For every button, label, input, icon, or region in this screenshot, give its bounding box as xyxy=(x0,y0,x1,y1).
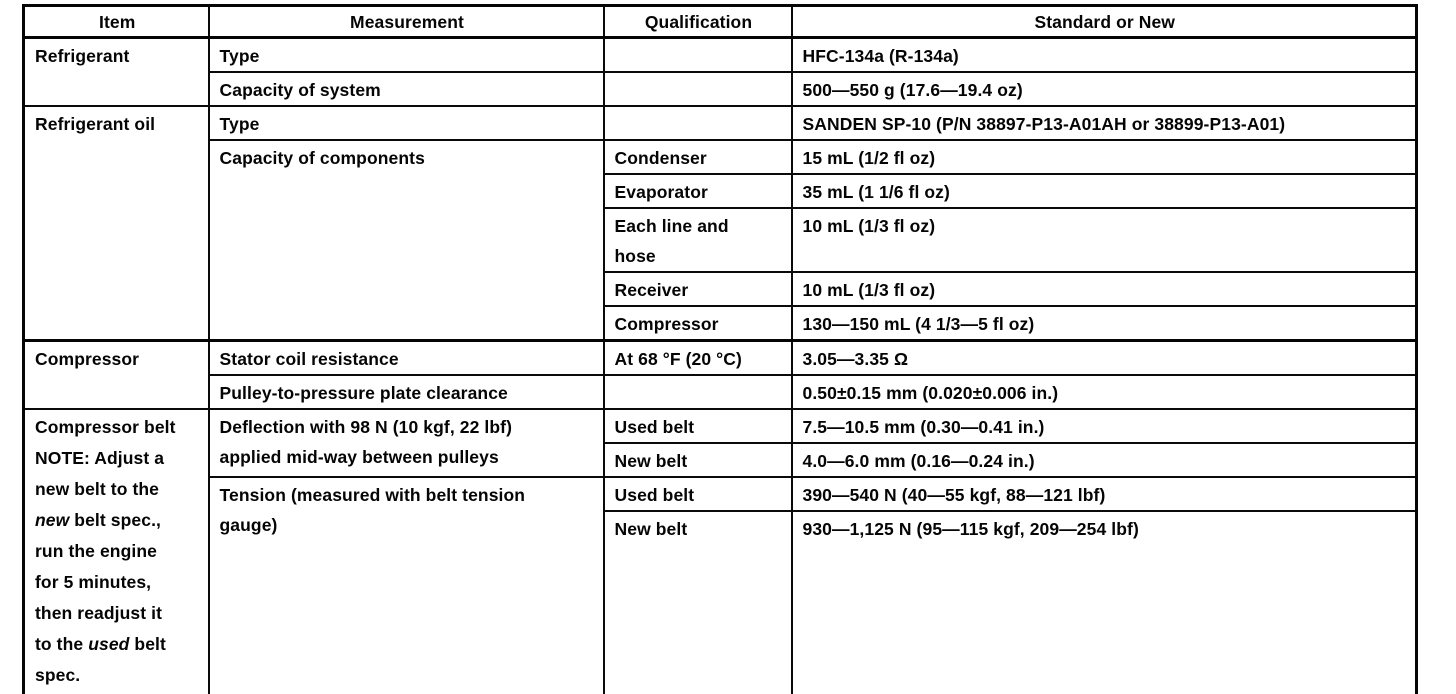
note-line xyxy=(35,505,200,536)
qualification-cell-compressor: Compressor xyxy=(604,306,792,341)
item-cell-refrigerant-oil: Refrigerant oil xyxy=(24,106,209,341)
standard-cell-pulley-clearance: 0.50±0.15 mm (0.020±0.006 in.) xyxy=(792,375,1417,409)
header-item: Item xyxy=(24,6,209,38)
row-condenser xyxy=(24,140,1417,174)
note-text: belt spec., xyxy=(69,510,161,530)
note-line xyxy=(35,567,200,598)
qualification-cell-used-belt: Used belt xyxy=(604,477,792,511)
standard-cell-oil-type: SANDEN SP-10 (P/N 38897-P13-A01AH or 38899-P13-A01) xyxy=(792,106,1417,140)
item-cell-compressor: Compressor xyxy=(24,341,209,410)
qualification-cell-condenser: Condenser xyxy=(604,140,792,174)
qualification-cell-evaporator: Evaporator xyxy=(604,174,792,208)
note-text: to the xyxy=(35,634,89,654)
standard-cell-condenser: 15 mL (1/2 fl oz) xyxy=(792,140,1417,174)
qualification-cell-new-belt: New belt xyxy=(604,511,792,694)
measurement-cell-pulley-clearance: Pulley-to-pressure plate clearance xyxy=(209,375,604,409)
note-text: then readjust it xyxy=(35,603,163,623)
note-italic: used xyxy=(88,634,130,654)
standard-cell-deflection-new: 4.0—6.0 mm (0.16—0.24 in.) xyxy=(792,443,1417,477)
row-deflection-used-belt xyxy=(24,409,1417,443)
header-qualification: Qualification xyxy=(604,6,792,38)
note-text: new belt to the xyxy=(35,479,159,499)
measurement-cell-type: Type xyxy=(209,38,604,73)
qualification-cell-empty xyxy=(604,106,792,140)
standard-cell-each-line-and-hose: 10 mL (1/3 fl oz) xyxy=(792,208,1417,272)
compressor-belt-title: Compressor belt xyxy=(35,417,176,437)
measurement-text: Deflection with 98 N (10 kgf, 22 lbf) applied mid-way between pulleys xyxy=(219,417,513,467)
item-cell-compressor-belt-note xyxy=(24,409,209,694)
standard-cell-tension-new: 930—1,125 N (95—115 kgf, 209—254 lbf) xyxy=(792,511,1417,694)
note-text: NOTE: Adjust a xyxy=(35,448,165,468)
qualification-cell-empty xyxy=(604,38,792,73)
note-line xyxy=(35,474,200,505)
header-measurement: Measurement xyxy=(209,6,604,38)
note-text: for 5 minutes, xyxy=(35,572,152,592)
qualification-cell-each-line-and-hose xyxy=(604,208,792,272)
header-standard-or-new: Standard or New xyxy=(792,6,1417,38)
measurement-cell-stator-coil-resistance: Stator coil resistance xyxy=(209,341,604,376)
row-pulley-clearance xyxy=(24,375,1417,409)
row-oil-type xyxy=(24,106,1417,140)
row-refrigerant-type xyxy=(24,38,1417,73)
measurement-cell-tension xyxy=(209,477,604,694)
qualification-cell-receiver: Receiver xyxy=(604,272,792,306)
qualification-text: Each line and hose xyxy=(614,216,729,266)
standard-cell-tension-used: 390—540 N (40—55 kgf, 88—121 lbf) xyxy=(792,477,1417,511)
standard-cell-refrigerant-type: HFC-134a (R-134a) xyxy=(792,38,1417,73)
standard-cell-evaporator: 35 mL (1 1/6 fl oz) xyxy=(792,174,1417,208)
row-tension-used-belt xyxy=(24,477,1417,511)
standard-cell-stator-resistance: 3.05—3.35 Ω xyxy=(792,341,1417,376)
item-cell-refrigerant: Refrigerant xyxy=(24,38,209,107)
standard-cell-system-capacity: 500—550 g (17.6—19.4 oz) xyxy=(792,72,1417,106)
note-line xyxy=(35,598,200,629)
qualification-cell-used-belt: Used belt xyxy=(604,409,792,443)
measurement-cell-capacity-of-system: Capacity of system xyxy=(209,72,604,106)
note-line xyxy=(35,536,200,567)
note-text: run the engine xyxy=(35,541,157,561)
ac-specifications-table xyxy=(22,4,1418,694)
note-text: belt xyxy=(129,634,166,654)
qualification-cell-new-belt: New belt xyxy=(604,443,792,477)
measurement-cell-capacity-of-components: Capacity of components xyxy=(209,140,604,341)
qualification-cell-at-68f: At 68 °F (20 °C) xyxy=(604,341,792,376)
standard-cell-deflection-used: 7.5—10.5 mm (0.30—0.41 in.) xyxy=(792,409,1417,443)
header-row xyxy=(24,6,1417,38)
row-stator-coil-resistance xyxy=(24,341,1417,376)
measurement-cell-deflection xyxy=(209,409,604,477)
note-italic: new xyxy=(35,510,70,530)
note-line xyxy=(35,629,200,660)
standard-cell-compressor-capacity: 130—150 mL (4 1/3—5 fl oz) xyxy=(792,306,1417,341)
note-text: spec. xyxy=(35,665,81,685)
note-line xyxy=(35,443,200,474)
qualification-cell-empty xyxy=(604,375,792,409)
row-capacity-of-system xyxy=(24,72,1417,106)
measurement-text: Tension (measured with belt tension gauge) xyxy=(219,485,526,535)
measurement-cell-oil-type: Type xyxy=(209,106,604,140)
qualification-cell-empty xyxy=(604,72,792,106)
note-line xyxy=(35,660,200,691)
standard-cell-receiver: 10 mL (1/3 fl oz) xyxy=(792,272,1417,306)
